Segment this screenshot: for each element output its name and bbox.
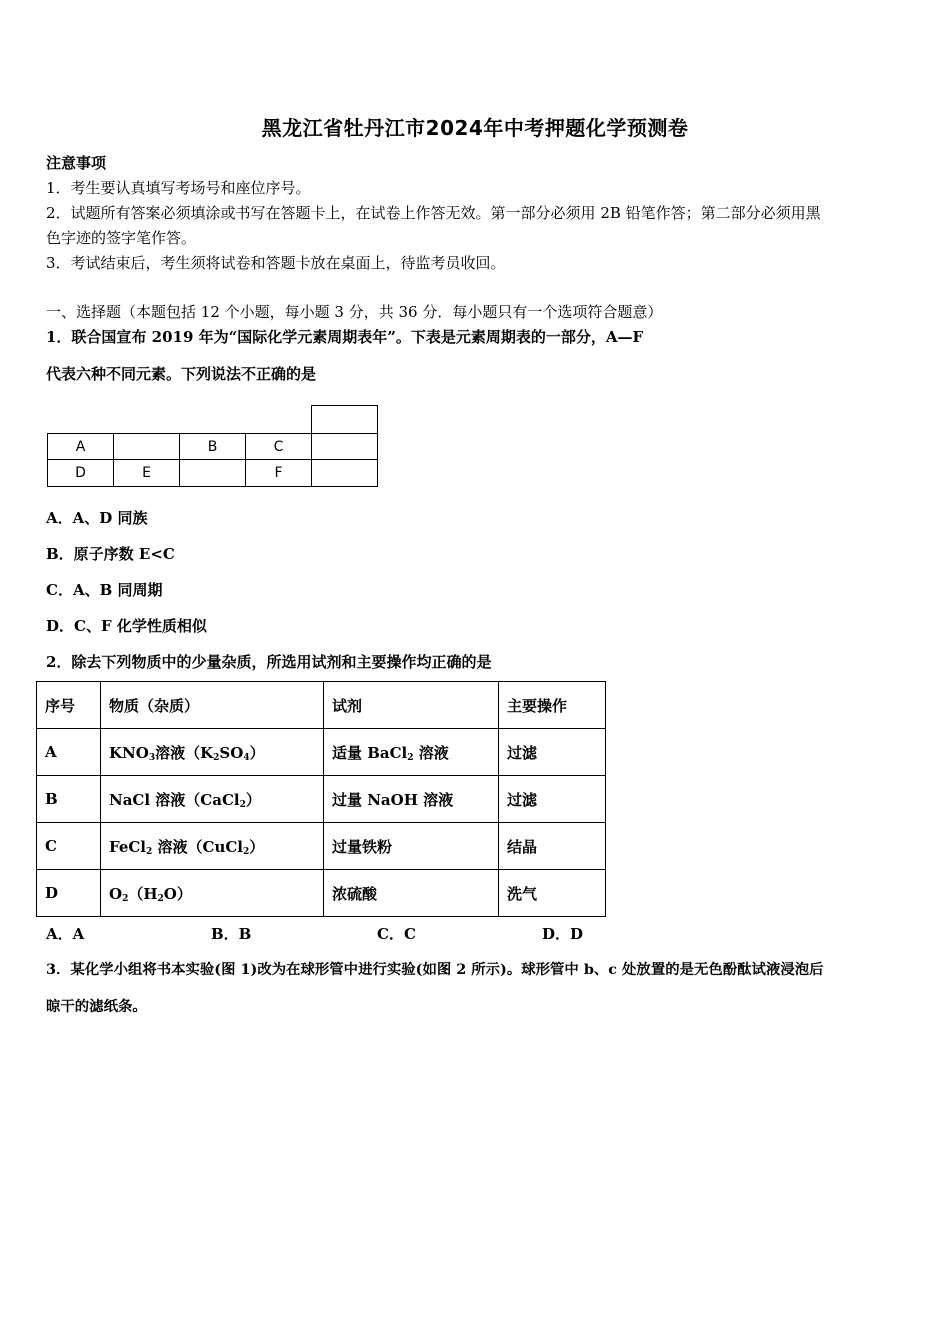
- table-row: [37, 870, 606, 917]
- row-id: D: [37, 870, 101, 917]
- pt-cell-e: E: [113, 459, 180, 487]
- pt-cell-empty: [179, 459, 246, 487]
- header-operation: 主要操作: [499, 682, 606, 729]
- notice-heading: 注意事项: [46, 154, 107, 172]
- option-c[interactable]: C．A、B 同周期: [46, 581, 163, 599]
- header-id: 序号: [37, 682, 101, 729]
- periodic-table-fragment: [47, 405, 378, 487]
- pt-cell-b: B: [179, 433, 246, 460]
- row-id: B: [37, 776, 101, 823]
- impurity-removal-table: [36, 681, 606, 917]
- question-2-stem: 2．除去下列物质中的少量杂质，所选用试剂和主要操作均正确的是: [46, 653, 492, 671]
- row-id: C: [37, 823, 101, 870]
- row-operation: 洗气: [499, 870, 606, 917]
- pt-cell-d: D: [47, 459, 114, 487]
- row-reagent: 浓硫酸: [324, 870, 499, 917]
- row-operation: 过滤: [499, 729, 606, 776]
- question-3-stem: 3．某化学小组将书本实验(图 1)改为在球形管中进行实验(如图 2 所示)。球形管中 b、c 处放置的是无色酚酞试液浸泡后: [46, 961, 824, 978]
- row-substance: $KNO_3$溶液$(K_2SO_4)$: [101, 729, 324, 776]
- q2-option-a[interactable]: A．A: [46, 925, 85, 943]
- row-operation: 过滤: [499, 776, 606, 823]
- row-id: A: [37, 729, 101, 776]
- row-substance: NaCl 溶液（CaCl$_2$）: [101, 776, 324, 823]
- row-reagent: 适量 BaCl$_2$ 溶液: [324, 729, 499, 776]
- pt-cell-c: C: [245, 433, 312, 460]
- section-heading: 一、选择题（本题包括 12 个小题，每小题 3 分，共 36 分．每小题只有一个选项符合题意）: [46, 303, 663, 321]
- row-operation: 结晶: [499, 823, 606, 870]
- q2-option-b[interactable]: B．B: [211, 925, 252, 943]
- question-3-stem-cont: 晾干的滤纸条。: [46, 998, 147, 1015]
- table-row: [37, 823, 606, 870]
- pt-cell-empty: [311, 405, 378, 434]
- table-row: [37, 729, 606, 776]
- option-a[interactable]: A．A、D 同族: [46, 509, 148, 527]
- question-1-stem: 1．联合国宣布 2019 年为“国际化学元素周期表年”。下表是元素周期表的一部分，A—F: [46, 328, 644, 346]
- table-header-row: [37, 682, 606, 729]
- pt-cell-f: F: [245, 459, 312, 487]
- row-substance: FeCl$_2$ 溶液（CuCl$_2$）: [101, 823, 324, 870]
- pt-cell-empty: [113, 433, 180, 460]
- notice-item: 1．考生要认真填写考场号和座位序号。: [46, 179, 311, 197]
- header-reagent: 试剂: [324, 682, 499, 729]
- pt-cell-a: A: [47, 433, 114, 460]
- row-reagent: 过量 NaOH 溶液: [324, 776, 499, 823]
- page-title: 黑龙江省牡丹江市2024年中考押题化学预测卷: [261, 116, 689, 140]
- row-reagent: 过量铁粉: [324, 823, 499, 870]
- table-row: [37, 776, 606, 823]
- q2-option-d[interactable]: D．D: [542, 925, 584, 943]
- question-1-stem-cont: 代表六种不同元素。下列说法不正确的是: [46, 365, 317, 383]
- q2-option-c[interactable]: C．C: [377, 925, 416, 943]
- option-d[interactable]: D．C、F 化学性质相似: [46, 617, 207, 635]
- header-substance: 物质（杂质）: [101, 682, 324, 729]
- notice-item: 色字迹的签字笔作答。: [46, 229, 197, 247]
- pt-cell-empty: [311, 459, 378, 487]
- notice-item: 3．考试结束后，考生须将试卷和答题卡放在桌面上，待监考员收回。: [46, 254, 506, 272]
- row-substance: $O_2(H_2O)$: [101, 870, 324, 917]
- option-b[interactable]: B．原子序数 E<C: [46, 545, 175, 563]
- notice-item: 2．试题所有答案必须填涂或书写在答题卡上，在试卷上作答无效。第一部分必须用 2B 铅笔作答；第二部分必须用黑: [46, 204, 821, 222]
- pt-cell-empty: [311, 433, 378, 460]
